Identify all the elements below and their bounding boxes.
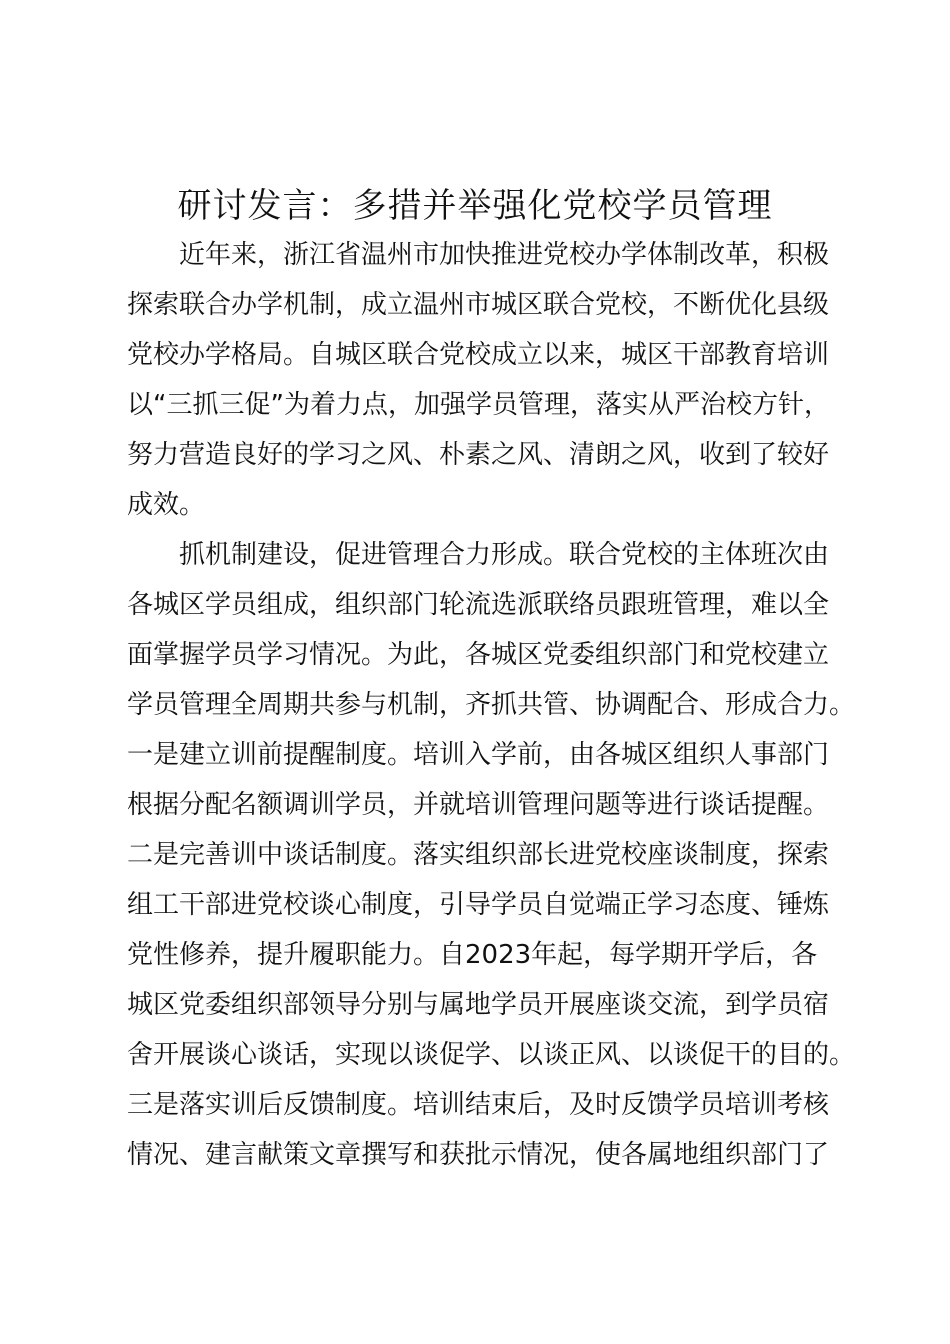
text-line: 一是建立训前提醒制度。培训入学前，由各城区组织人事部门 [127, 740, 830, 770]
text-line: 学员管理全周期共参与机制，齐抓共管、协调配合、形成合力。 [127, 690, 856, 720]
text-line: 根据分配名额调训学员，并就培训管理问题等进行谈话提醒。 [127, 790, 830, 820]
text-line: 各城区学员组成，组织部门轮流选派联络员跟班管理，难以全 [127, 590, 830, 620]
text-line: 探索联合办学机制，成立温州市城区联合党校，不断优化县级 [127, 290, 830, 320]
text-line: 成效。 [127, 490, 206, 520]
text-line: 以“三抓三促”为着力点，加强学员管理，落实从严治校方针， [127, 390, 830, 420]
text-line: 情况、建言献策文章撰写和获批示情况，使各属地组织部门了 [127, 1140, 830, 1170]
text-line: 组工干部进党校谈心制度，引导学员自觉端正学习态度、锤炼 [127, 890, 830, 920]
document-title: 研讨发言：多措并举强化党校学员管理 [177, 186, 773, 226]
text-line: 党校办学格局。自城区联合党校成立以来，城区干部教育培训 [127, 340, 830, 370]
text-line: 面掌握学员学习情况。为此，各城区党委组织部门和党校建立 [127, 640, 830, 670]
text-line: 党性修养，提升履职能力。自2023年起，每学期开学后，各 [127, 940, 818, 970]
text-line: 近年来，浙江省温州市加快推进党校办学体制改革，积极 [179, 240, 830, 270]
paragraph [127, 530, 856, 1180]
text-line: 三是落实训后反馈制度。培训结束后，及时反馈学员培训考核 [127, 1090, 830, 1120]
text-line: 城区党委组织部领导分别与属地学员开展座谈交流，到学员宿 [127, 990, 830, 1020]
text-line: 努力营造良好的学习之风、朴素之风、清朗之风，收到了较好 [127, 440, 830, 470]
text-line: 抓机制建设，促进管理合力形成。联合党校的主体班次由 [179, 540, 830, 570]
text-line: 二是完善训中谈话制度。落实组织部长进党校座谈制度，探索 [127, 840, 830, 870]
text-line: 舍开展谈心谈话，实现以谈促学、以谈正风、以谈促干的目的。 [127, 1040, 856, 1070]
document-body [127, 230, 856, 1180]
paragraph [127, 230, 847, 530]
